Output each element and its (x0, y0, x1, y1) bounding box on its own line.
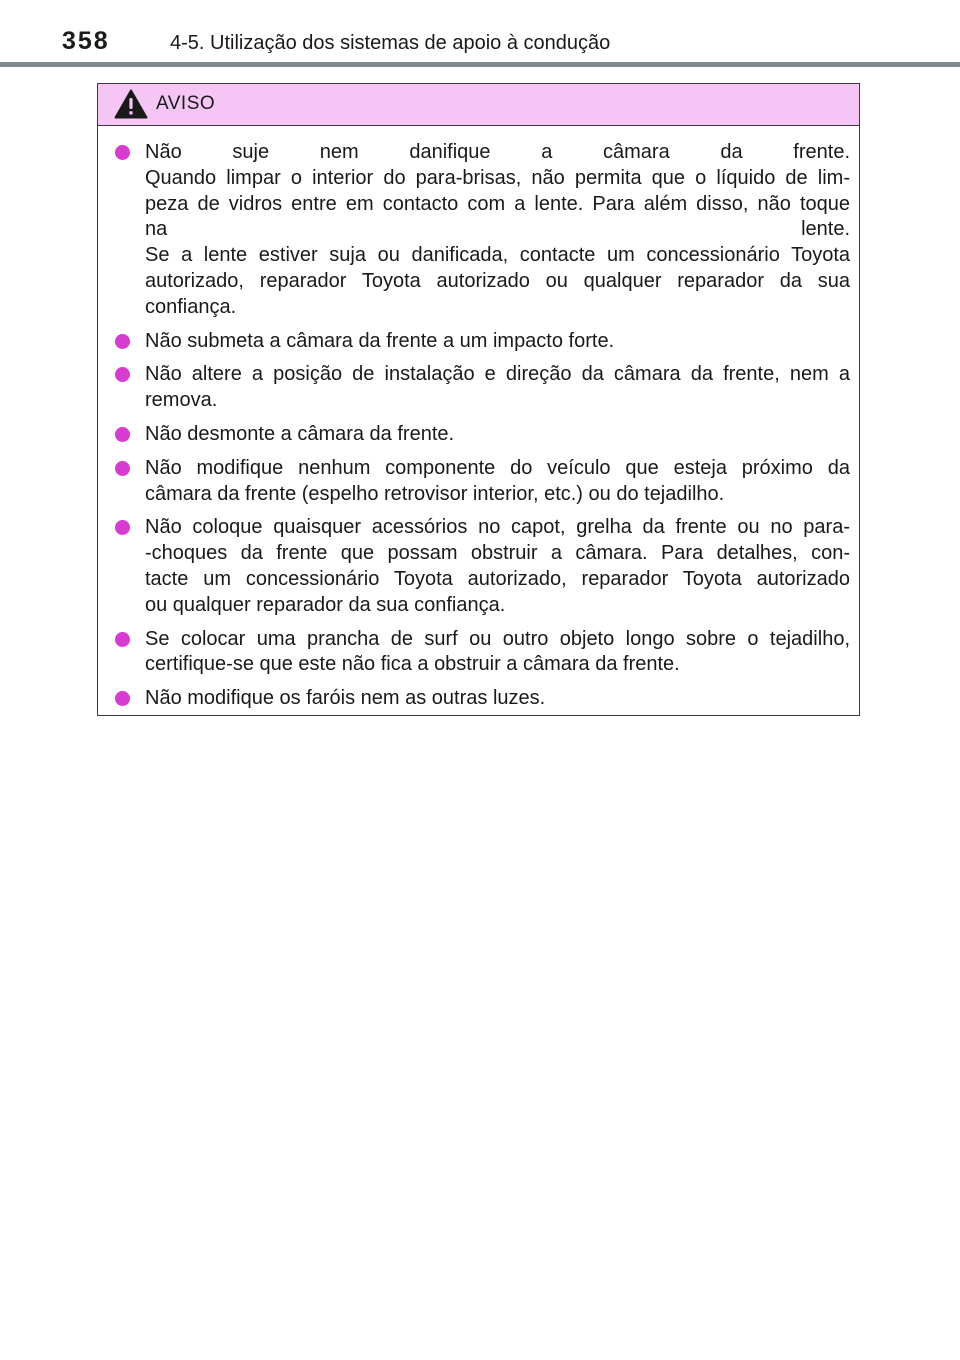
warning-text-line: Se colocar uma prancha de surf ou outro objeto longo sobre o tejadilho, (145, 627, 850, 650)
warning-text-line: ou qualquer reparador da sua confiança. (145, 593, 506, 616)
bullet-icon (115, 461, 130, 476)
warning-text-line: Quando limpar o interior do para-brisas, não permita que o líquido de lim- (145, 166, 850, 189)
warning-text-line: Se a lente estiver suja ou danificada, contacte um concessionário Toyota (145, 244, 850, 267)
page-header (0, 0, 960, 66)
warning-box (97, 83, 860, 716)
warning-text-line: Não modifique nenhum componente do veículo que esteja próximo da (145, 456, 850, 479)
section-title: 4-5. Utilização dos sistemas de apoio à condução (170, 32, 611, 54)
warning-text-line: tacte um concessionário Toyota autorizado, reparador Toyota autorizado (145, 567, 850, 590)
warning-text-line: certifique-se que este não fica a obstruir a câmara da frente. (145, 653, 680, 676)
warning-text-line: Não submeta a câmara da frente a um impacto forte. (145, 329, 615, 352)
warning-text-line: peza de vidros entre em contacto com a lente. Para além disso, não toque (145, 192, 850, 215)
bullet-icon (115, 367, 130, 382)
warning-item (98, 422, 858, 448)
warning-list (98, 140, 858, 720)
header-rule (0, 62, 960, 67)
warning-item (98, 456, 858, 508)
warning-text-line: câmara da frente (espelho retrovisor interior, etc.) ou do tejadilho. (145, 482, 725, 505)
warning-text-line: na lente. (145, 218, 850, 241)
warning-text-line: confiança. (145, 295, 237, 318)
bullet-icon (115, 520, 130, 535)
bullet-icon (115, 145, 130, 160)
warning-item (98, 362, 858, 414)
warning-triangle-icon (114, 89, 148, 119)
bullet-icon (115, 691, 130, 706)
warning-item (98, 515, 858, 618)
bullet-icon (115, 632, 130, 647)
bullet-icon (115, 427, 130, 442)
bullet-icon (115, 334, 130, 349)
warning-text-line: remova. (145, 389, 218, 412)
warning-item (98, 627, 858, 679)
warning-text-line: Não suje nem danifique a câmara da frente. (145, 141, 850, 163)
warning-text-line: Não coloque quaisquer acessórios no capot, grelha da frente ou no para- (145, 516, 850, 539)
warning-item (98, 329, 858, 355)
warning-header (98, 84, 859, 126)
warning-text-line: autorizado, reparador Toyota autorizado ou qualquer reparador da sua (145, 269, 850, 292)
warning-label: AVISO (156, 93, 216, 114)
warning-text-line: -choques da frente que possam obstruir a câmara. Para detalhes, con- (145, 542, 850, 565)
warning-text-line: Não modifique os faróis nem as outras luzes. (145, 687, 546, 710)
warning-text-line: Não altere a posição de instalação e direção da câmara da frente, nem a (145, 363, 850, 386)
warning-item (98, 686, 858, 712)
page-number: 358 (62, 27, 110, 55)
warning-item (98, 140, 858, 321)
warning-text-line: Não desmonte a câmara da frente. (145, 422, 455, 445)
